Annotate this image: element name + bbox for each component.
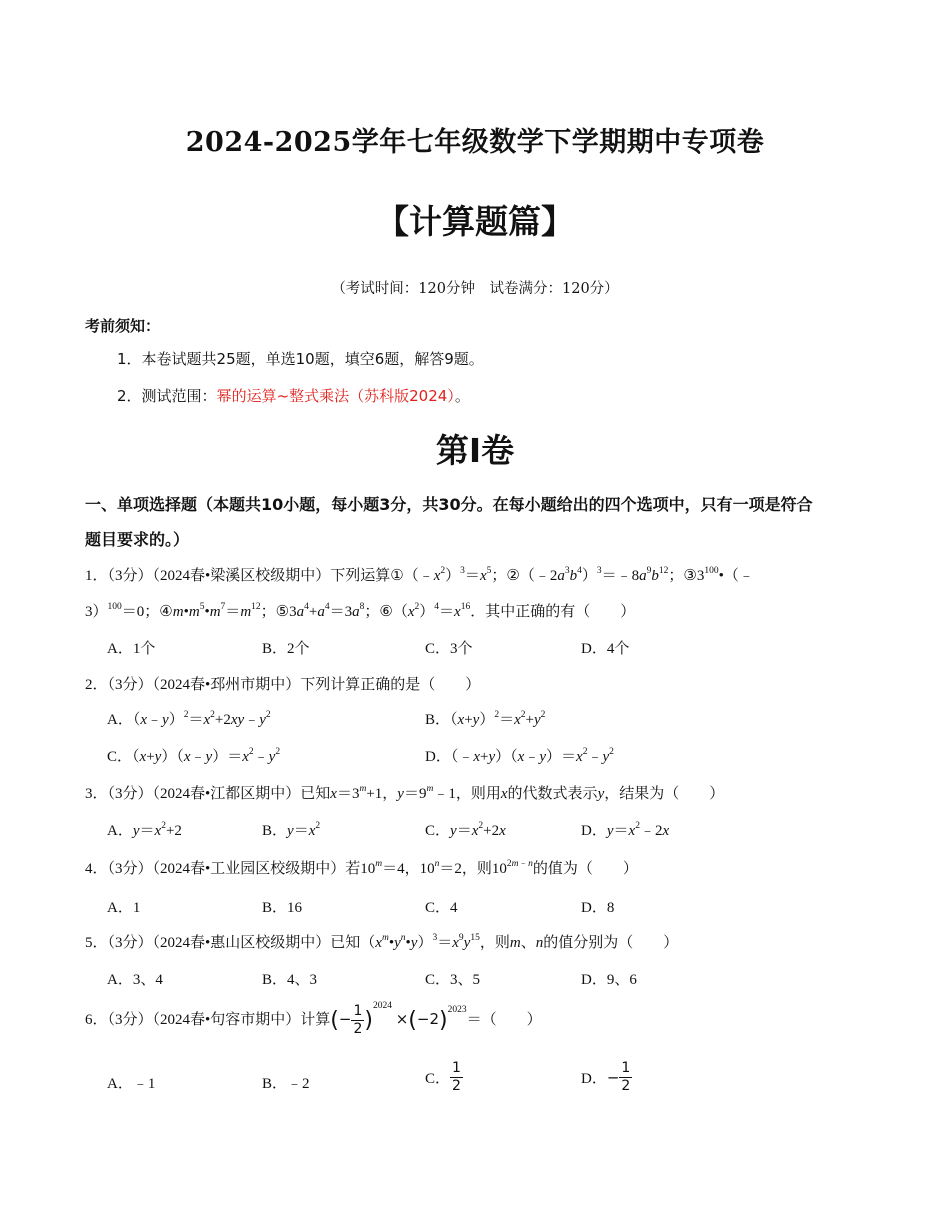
q2-option-d: D．$(﹣x+y)(x﹣y)=x^2﹣y^2$ (425, 747, 614, 765)
q2-option-a: A．$(x﹣y)^2=x^2+2xy﹣y^2$ (107, 710, 271, 728)
q1-option-c: C．3个 (425, 641, 473, 657)
notice-item-1 (117, 348, 484, 369)
q3-option-c: C．$y=x^2+2x$ (425, 821, 506, 839)
q3-option-b: B．$y=x^2$ (262, 821, 321, 839)
test-range: 幂的运算~整式乘法（苏科版2024） (216, 387, 455, 405)
q1-option-b: B．2个 (262, 641, 310, 657)
question-3-prefix: 3．（3分）（2024春•江都区期中）已知 (85, 786, 331, 802)
question-6-prefix: 6．（3分）（2024春•句容市期中）计算 (85, 1011, 331, 1028)
document-title: 2024-2025学年七年级数学下学期期中专项卷 (185, 127, 765, 158)
q4-option-d: D．8 (581, 900, 615, 916)
volume-title: 第Ⅰ卷 (435, 431, 515, 470)
q5-option-d: D．9、6 (581, 972, 637, 988)
question-6: 6．（3分）（2024春•句容市期中）计算(− $\frac{1}{2}$ )$^{2024} \times(-2)^{2023}=$（ ） (85, 1000, 542, 1037)
fraction-one-half: $\frac{1}{2}$ (353, 1003, 363, 1037)
q3-option-a: A．$y=x^2+2$ (107, 821, 182, 839)
q5-option-b: B．4、3 (262, 972, 318, 988)
notice-item-2-number: 2． (117, 387, 142, 405)
notice-item-2-suffix: 。 (454, 387, 470, 405)
q2-option-b: B．$(x+y)^2=x^2+y^2$ (425, 710, 546, 728)
question-1-line2: 3）$^{100}$＝0；$④m•m^5•m^7=m^{12}$；$⑤3a^4+a^4=3a^8$；$⑥(x^2)^4=x^{16}$．其中正确的有（ ） (85, 602, 636, 620)
q2-option-c: C．$(x+y)(x﹣y)=x^2﹣y^2$ (107, 747, 281, 765)
q4-option-c: C．4 (425, 900, 458, 916)
q1-option-a: A．1个 (107, 641, 156, 657)
question-4: 4．（3分）（2024春•工业园区校级期中）若$10^m=4$，$10^n=2$，则$10^{2m﹣n}$的值为（ ） (85, 859, 638, 877)
q6-option-a: A．﹣1 (107, 1076, 156, 1092)
notice-item-1-number: 1． (117, 350, 142, 368)
q6-option-b: B．﹣2 (262, 1076, 310, 1092)
notice-item-1-text: 本卷试题共25题，单选10题，填空6题，解答9题。 (141, 350, 484, 368)
q1-option-d: D．4个 (581, 641, 630, 657)
q5-option-a: A．3、4 (107, 972, 163, 988)
q3-option-d: D．$y=x^2﹣2x$ (581, 821, 670, 839)
section-heading-line1: 一、单项选择题（本题共10小题，每小题3分，共30分。在每小题给出的四个选项中，只有一项是符合 (85, 495, 813, 514)
question-4-prefix: 4．（3分）（2024春•工业园区校级期中）若 (85, 861, 361, 877)
exam-info: （考试时间：120分钟 试卷满分：120分） (331, 281, 619, 297)
fraction-one-half: $\frac{1}{2}$ (621, 1060, 631, 1094)
q4-option-a: A．1 (107, 900, 141, 916)
section-heading-line2: 题目要求的。） (85, 530, 190, 549)
question-1-prefix: 1．（3分）（2024春•梁溪区校级期中）下列运算 (85, 568, 391, 584)
notice-heading: 考前须知： (85, 317, 161, 335)
fraction-one-half: $\frac{1}{2}$ (452, 1060, 461, 1094)
notice-item-2-prefix: 测试范围： (141, 387, 217, 405)
question-2: 2．（3分）（2024春•邳州市期中）下列计算正确的是（ ） (85, 677, 481, 693)
notice-item-2 (117, 385, 470, 406)
question-5: 5．（3分）（2024春•惠山区校级期中）已知$(x^m•y^n•y)^3=x^9y^{15}$，则m、n的值分别为（ ） (85, 933, 679, 951)
question-1-line1: 1．（3分）（2024春•梁溪区校级期中）下列运算$①(﹣x^2)^3=x^5$；$②(﹣2a^3b^4)^3=﹣8a^9b^{12}$；$③3^{100}•(﹣$ (85, 566, 754, 584)
q4-option-b: B．16 (262, 900, 303, 916)
question-3: 3．（3分）（2024春•江都区期中）已知$x=3^m+1$，$y=9^m﹣1$，则用x的代数式表示y，结果为（ ） (85, 784, 725, 802)
q5-option-c: C．3、5 (425, 972, 481, 988)
q6-option-c: C． $\frac{1}{2}$ (425, 1060, 461, 1094)
question-5-prefix: 5．（3分）（2024春•惠山区校级期中）已知 (85, 935, 361, 951)
q6-option-d: D．− $\frac{1}{2}$ (581, 1060, 631, 1094)
document-subtitle: 【计算题篇】 (376, 202, 574, 241)
